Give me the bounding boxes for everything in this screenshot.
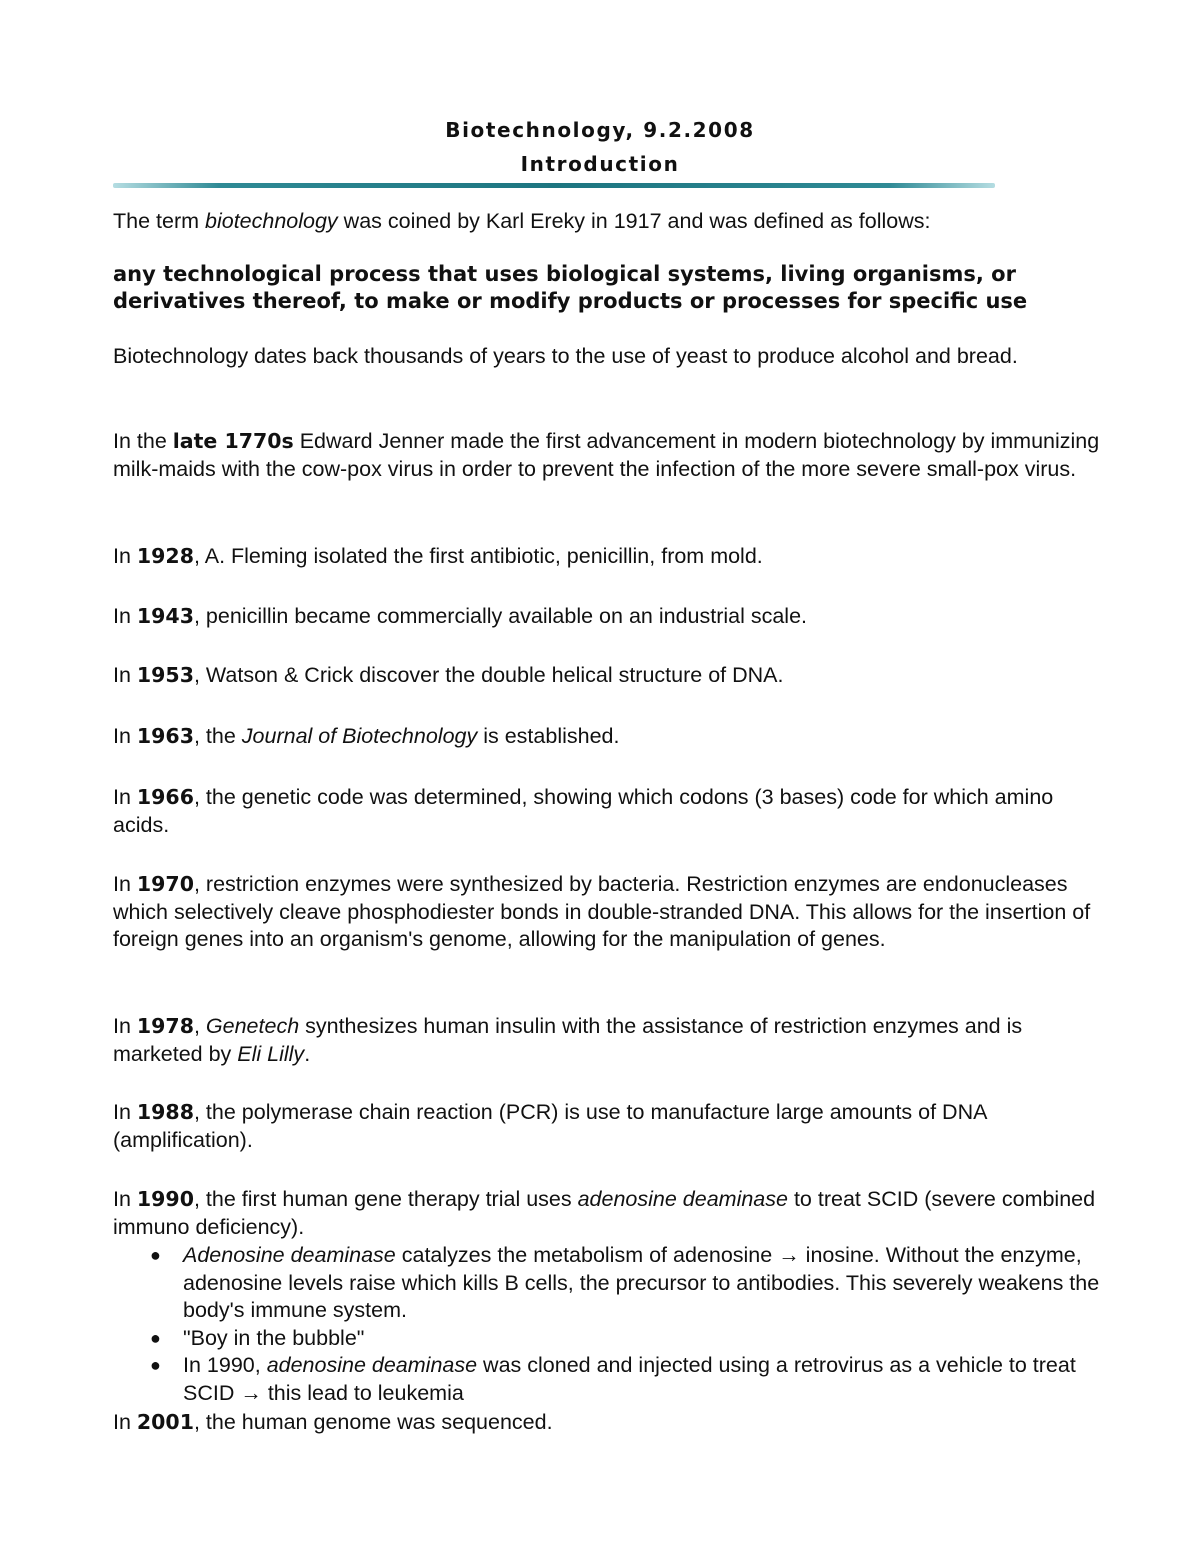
- history-paragraph: Biotechnology dates back thousands of years to the use of yeast to produce alcohol and bread.: [113, 344, 1018, 368]
- arrow-icon: →: [240, 1380, 262, 1405]
- document-subtitle: Introduction: [520, 152, 680, 176]
- year-label: late 1770s: [172, 429, 294, 453]
- enzyme-name: Adenosine deaminase: [183, 1243, 396, 1267]
- definition-paragraph: any technological process that uses biological systems, living organisms, or derivatives thereof, to make or modify products or processes for specific use: [113, 262, 1028, 313]
- enzyme-name: adenosine deaminase: [266, 1353, 478, 1377]
- bullet-icon: ●: [150, 1245, 161, 1265]
- list-item: ● In 1990, adenosine deaminase was cloned and injected using a retrovirus as a vehicle to treat SCID → this lead to leukemia: [150, 1353, 1076, 1405]
- year-label: 1970: [136, 872, 194, 896]
- document-title: Biotechnology, 9.2.2008: [445, 118, 755, 142]
- year-label: 1988: [136, 1100, 194, 1124]
- paragraph-1953: In 1953, Watson & Crick discover the double helical structure of DNA.: [113, 663, 784, 687]
- enzyme-name: adenosine deaminase: [577, 1187, 788, 1211]
- paragraph-1963: In 1963, the Journal of Biotechnology is established.: [113, 724, 620, 748]
- list-item: ● "Boy in the bubble": [150, 1325, 1110, 1353]
- paragraph-late-1770s: In the late 1770s Edward Jenner made the first advancement in modern biotechnology by immunizing milk-maids with the cow-pox virus in order to prevent the infection of the more severe small-pox virus.: [113, 429, 1100, 481]
- paragraph-1990: In 1990, the first human gene therapy trial uses adenosine deaminase to treat SCID (severe combined immuno deficiency).: [113, 1187, 1096, 1239]
- marketer-name: Eli Lilly: [237, 1041, 305, 1066]
- bullet-icon: ●: [150, 1328, 161, 1348]
- paragraph-1966: In 1966, the genetic code was determined, showing which codons (3 bases) code for which amino acids.: [113, 785, 1054, 837]
- paragraph-1978: In 1978, Genetech synthesizes human insulin with the assistance of restriction enzymes and is marketed by Eli Lilly.: [113, 1014, 1023, 1066]
- year-label: 1963: [136, 724, 194, 748]
- year-label: 2001: [136, 1410, 194, 1434]
- year-label: 1928: [136, 544, 194, 568]
- paragraph-1928: In 1928, A. Fleming isolated the first antibiotic, penicillin, from mold.: [113, 544, 763, 568]
- paragraph-1970: In 1970, restriction enzymes were synthesized by bacteria. Restriction enzymes are endonucleases which selectively cleave phosphodiester bonds in double-stranded DNA. This allows for the insertion of foreign genes into an organism's genome, allowing for the manipulation of genes.: [113, 872, 1091, 951]
- year-label: 1943: [136, 604, 194, 628]
- year-label: 1990: [136, 1187, 194, 1211]
- paragraph-1943: In 1943, penicillin became commercially available on an industrial scale.: [113, 604, 808, 628]
- paragraph-1988: In 1988, the polymerase chain reaction (PCR) is use to manufacture large amounts of DNA (amplification).: [113, 1100, 987, 1152]
- company-name: Genetech: [205, 1014, 300, 1038]
- bullet-icon: ●: [150, 1355, 161, 1375]
- journal-name: Journal of Biotechnology: [241, 724, 478, 748]
- term-biotechnology: biotechnology: [205, 209, 338, 233]
- arrow-icon: →: [778, 1243, 800, 1267]
- title-divider: [113, 183, 995, 188]
- year-label: 1966: [136, 785, 194, 809]
- intro-paragraph: The term biotechnology was coined by Karl Ereky in 1917 and was defined as follows:: [113, 209, 931, 233]
- list-item: ● Adenosine deaminase catalyzes the metabolism of adenosine → inosine. Without the enzyme, adenosine levels raise which kills B cells, the precursor to antibodies. This severely weakens the body's immune system.: [150, 1243, 1100, 1322]
- paragraph-2001: In 2001, the human genome was sequenced.: [113, 1410, 553, 1434]
- year-label: 1978: [136, 1014, 194, 1038]
- year-label: 1953: [136, 663, 194, 687]
